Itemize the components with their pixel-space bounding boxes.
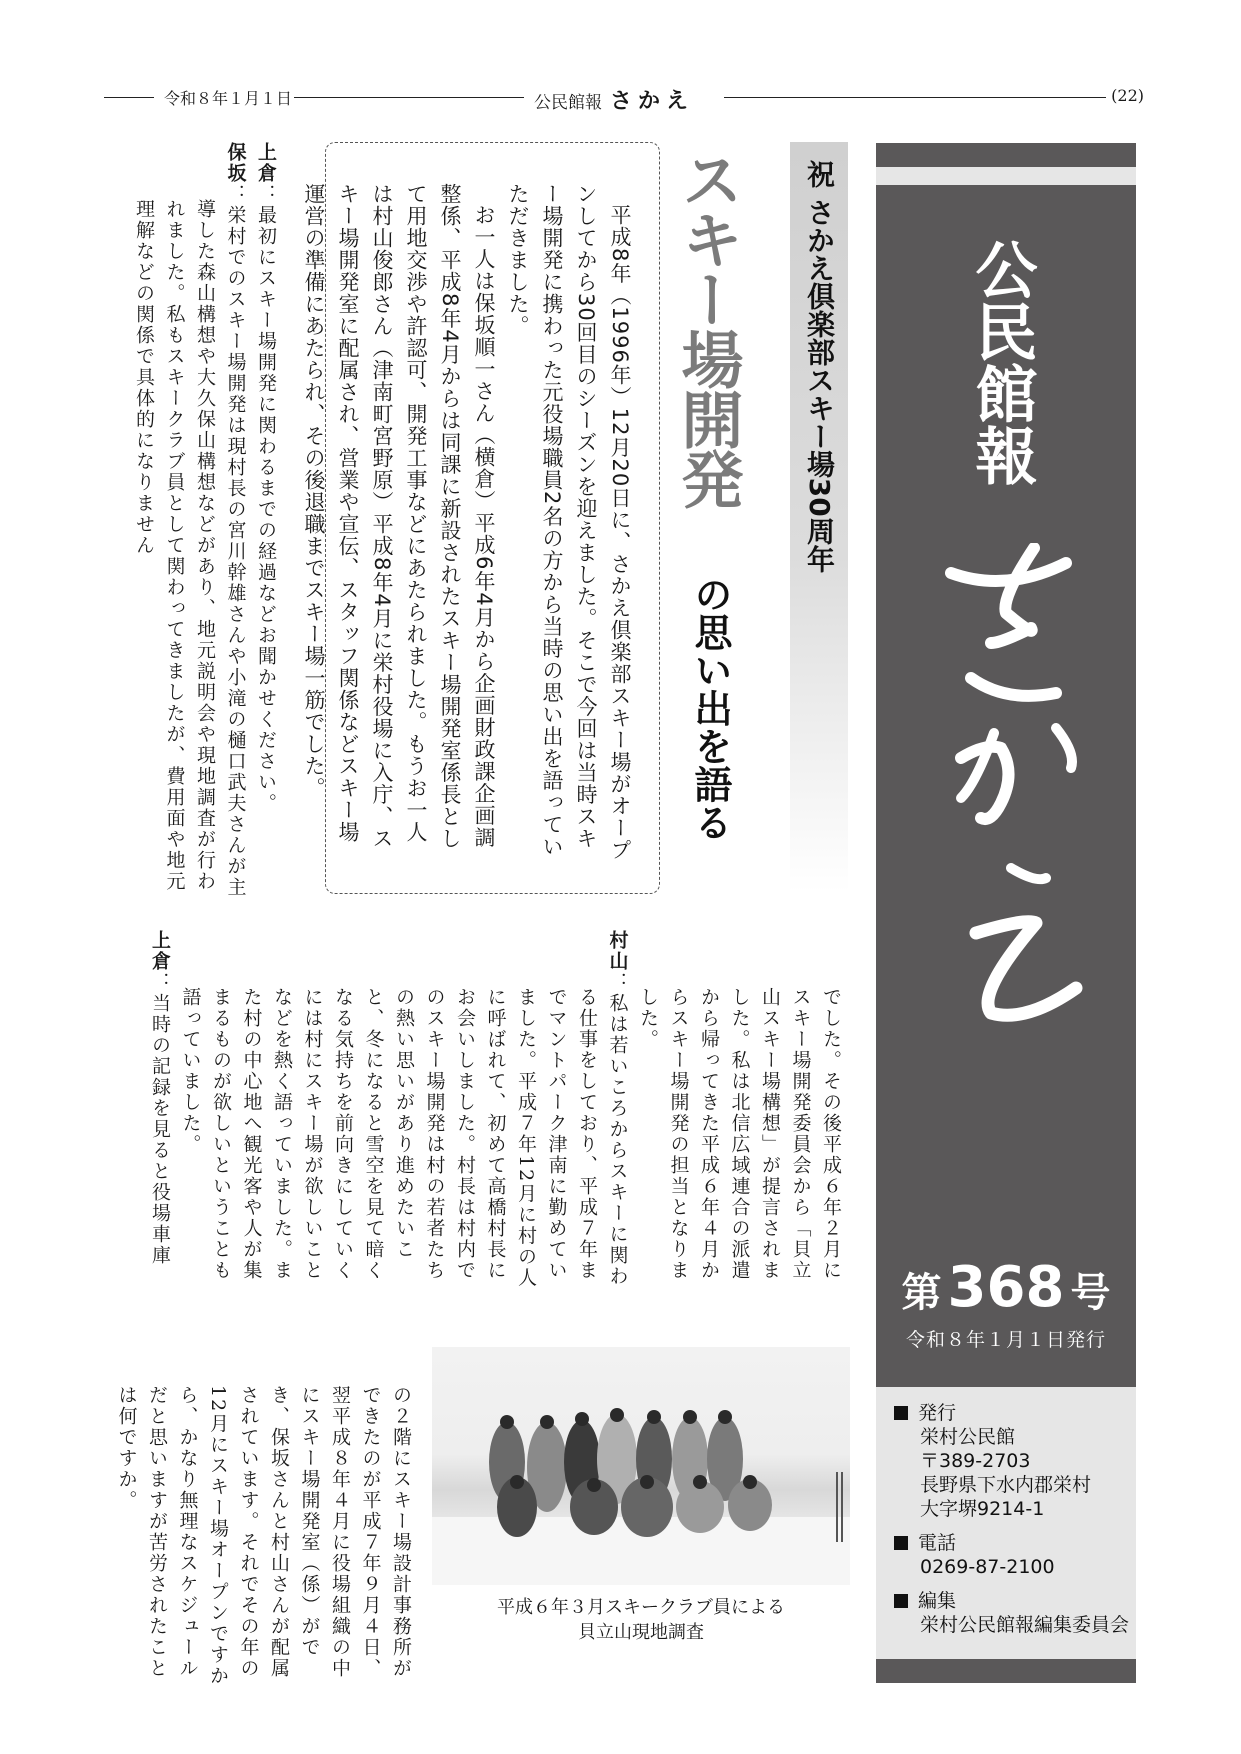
square-bullet-icon (894, 1406, 908, 1420)
sakae-calligraphy-logo (916, 543, 1096, 1343)
speech-text: 当時の記録を見ると役場車庫 (149, 993, 171, 1266)
lead-paragraph: 平成8年（1996年）12月20日に、さかえ倶楽部スキー場がオープンしてから30回目のシーズンを迎えました。そこで今回は当時スキー場開発に携わった元役場職員2名の方から当時の思い出を語っていただきました。 (506, 183, 632, 862)
speaker-label: 上倉 (255, 142, 277, 184)
masthead (876, 143, 1136, 1683)
speech-text: 最初にスキー場開発に関わるまでの経過などお聞かせください。 (255, 205, 277, 814)
info-heading: 発行 (918, 1402, 957, 1424)
info-publisher (894, 1401, 1136, 1521)
issue-number-value: 368 (947, 1255, 1065, 1320)
caption-line: 貝立山現地調査 (578, 1622, 704, 1643)
header-rule (724, 97, 1106, 98)
headline-main: スキー場開発 (671, 148, 744, 508)
interview-middle (86, 930, 846, 1290)
interview-turn: 保坂：栄村でのスキー場開発は現村長の宮川幹雄さんや小滝の樋口武夫さんが主導した森山構想や大久保山構想などがあり、地元説明会や現地調査が行われました。私もスキークラブ員として関わってきましたが、費用面や地元理解などの関係で具体的になりません (133, 142, 247, 898)
info-line: 栄村公民館 (920, 1426, 1016, 1448)
page-number: (22) (1111, 86, 1144, 105)
info-line: 長野県下水内郡栄村 (920, 1474, 1092, 1496)
info-heading: 電話 (918, 1532, 957, 1554)
info-heading: 編集 (918, 1590, 957, 1612)
lead-paragraph: お一人は保坂順一さん（横倉）平成6年4月から企画財政課企画調整係、平成8年4月からは同課に新設されたスキー場開発室係長として用地交渉や許認可、開発工事などにあたられました。もうお一人は村山俊郎さん（津南町宮野原）平成8年4月に栄村役場に入庁、スキー場開発室に配属され、営業や宣伝、スタッフ関係などスキー場運営の準備にあたられ、その後退職までスキー場一筋でした。 (302, 183, 496, 850)
header-rule (104, 97, 154, 98)
header-title (534, 84, 694, 115)
speaker-label: 村山 (606, 930, 629, 972)
interview-turn (633, 930, 847, 1290)
masthead-label: 公民館報 (965, 238, 1038, 486)
lead-box (302, 142, 660, 894)
speech-text: でした。その後平成６年２月にスキー場開発委員会から「貝立山スキー場構想」が提言されました。私は北信広域連合の派遣から帰ってきた平成６年４月からスキー場開発の担当となりました。 (637, 987, 842, 1281)
interview-lower (86, 1385, 416, 1695)
speaker-label: 保坂 (224, 142, 247, 184)
lead-text (297, 183, 637, 863)
page-header (104, 86, 1144, 114)
interview-turn (111, 1385, 416, 1695)
skiers-group-illustration (432, 1347, 850, 1585)
photo-caption (432, 1595, 850, 1645)
group-photo (432, 1347, 850, 1585)
headline-sub: の思い出を語る (688, 575, 733, 841)
interview-turn: 上倉：当時の記録を見ると役場車庫 (149, 930, 171, 1266)
header-date: 令和８年１月１日 (164, 89, 293, 108)
anniversary-text: 祝 さかえ倶楽部スキー場30周年 (803, 160, 836, 573)
masthead-stripe (876, 167, 1136, 185)
interview-turn: 村山：私は若いころからスキーに関わる仕事をしており、平成７年までマントパーク津南に勤めていました。平成７年12月に村の人に呼ばれて、初めて高橋村長にお会いしました。村長は村内でのスキー場開発は村の若者たちの熱い思いがあり進めたいこと、冬になると雪空を見て暗くなる気持ちを前向きにしていくには村にスキー場が欲しいことなどを熱く語っていました。また村の中心地へ観光客や人が集まるものが欲しいということも語っていました。 (179, 930, 629, 1289)
interview-turn: 上倉：最初にスキー場開発に関わるまでの経過などお聞かせください。 (255, 142, 277, 814)
caption-line: 平成６年３月スキークラブ員による (497, 1597, 785, 1618)
info-editor (894, 1589, 1136, 1637)
speech-text: 栄村でのスキー場開発は現村長の宮川幹雄さんや小滝の樋口武夫さんが主導した森山構想や大久保山構想などがあり、地元説明会や現地調査が行われました。私もスキークラブ員として関わってきましたが、費用面や地元理解などの関係で具体的になりません (133, 199, 247, 898)
speech-text: 私は若いころからスキーに関わる仕事をしており、平成７年までマントパーク津南に勤めていました。平成７年12月に村の人に呼ばれて、初めて高橋村長にお会いしました。村長は村内でのスキー場開発は村の若者たちの熱い思いがあり進めたいこと、冬になると雪空を見て暗くなる気持ちを前向きにしていくには村にスキー場が欲しいことなどを熱く語っていました。また村の中心地へ観光客や人が集まるものが欲しいということも語っていました。 (179, 987, 629, 1289)
speaker-label: 上倉 (149, 930, 171, 972)
info-line: 大字堺9214-1 (920, 1498, 1045, 1520)
info-line: 栄村公民館報編集委員会 (920, 1614, 1130, 1636)
anniversary-ribbon (790, 142, 848, 892)
square-bullet-icon (894, 1536, 908, 1550)
issue-number (876, 1255, 1136, 1320)
header-rule (294, 97, 524, 98)
interview-upper-left (81, 142, 281, 902)
speech-text: の２階にスキー場設計事務所ができたのが平成７年９月４日、翌平成８年４月に役場組織の中にスキー場開発室（係）ができ、保坂さんと村山さんが配属されています。それでその年の12月にスキー場オープンですから、かなり無理なスケジュールだと思いますが苦労されたことは何ですか。 (115, 1385, 412, 1687)
issue-prefix: 第 (901, 1270, 942, 1316)
square-bullet-icon (894, 1594, 908, 1608)
publisher-info (876, 1387, 1136, 1659)
info-line: 〒389-2703 (920, 1450, 1031, 1472)
info-phone (894, 1531, 1136, 1579)
header-publication: 公民館報 (534, 93, 602, 113)
header-publication-name: さかえ (610, 89, 695, 114)
issue-date: 令和８年１月１日発行 (905, 1329, 1106, 1351)
info-line: 0269-87-2100 (920, 1556, 1055, 1578)
issue-suffix: 号 (1070, 1270, 1111, 1316)
